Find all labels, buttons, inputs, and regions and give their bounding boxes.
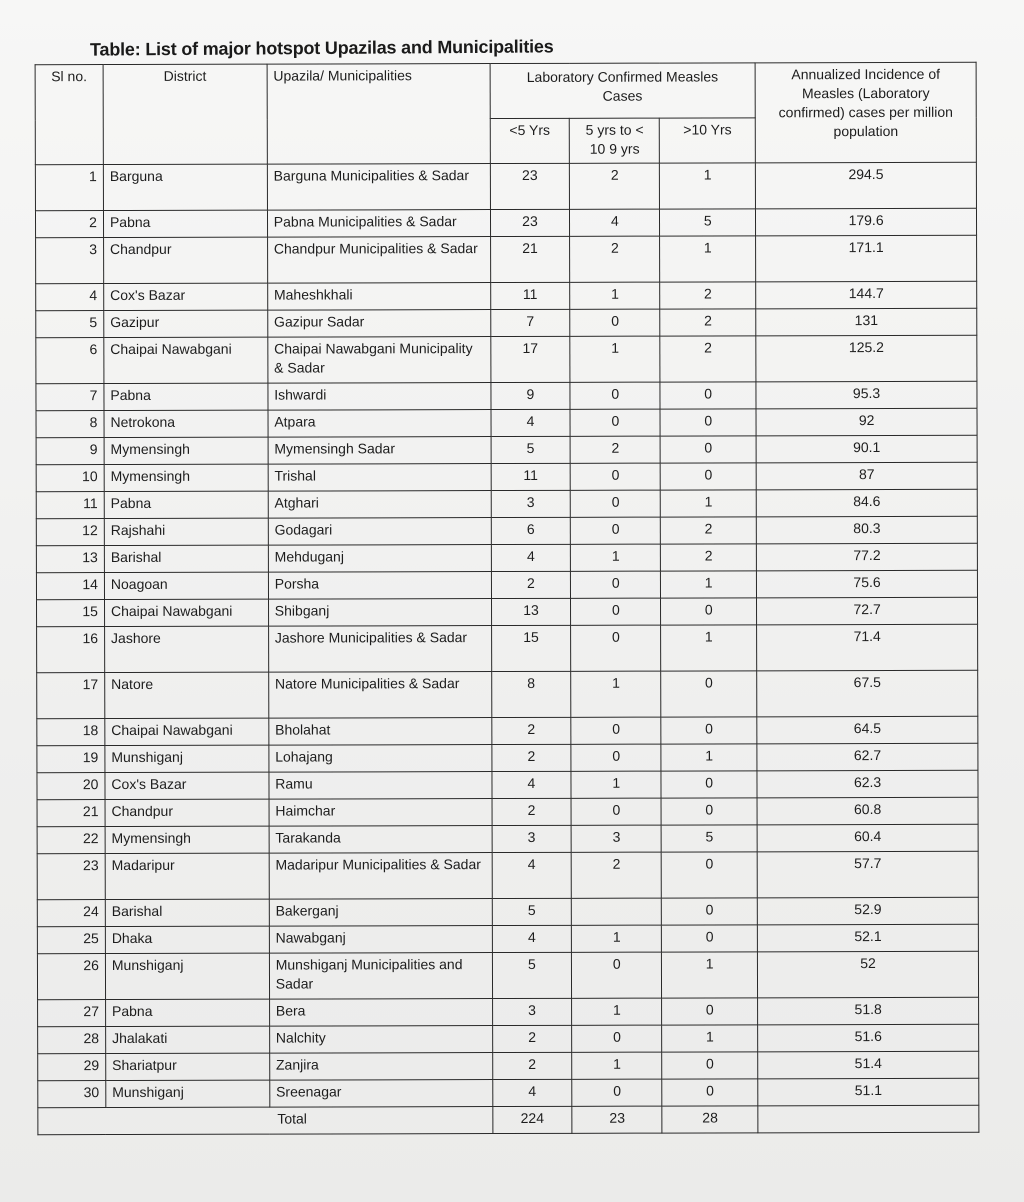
cell-district: Netrokona — [104, 410, 268, 437]
header-incidence: Annualized Incidence of Measles (Laboratory confirmed) cases per million population — [755, 62, 976, 163]
cell-upazila: Atghari — [268, 491, 491, 519]
cell-sl-no: 25 — [37, 927, 105, 954]
cell-sl-no: 1 — [35, 165, 103, 211]
cell-upazila: Ramu — [269, 772, 492, 800]
cell-5to10: 0 — [570, 382, 660, 409]
cell-5to10: 0 — [572, 1079, 662, 1106]
cell-sl-no: 16 — [37, 627, 105, 673]
cell-sl-no: 18 — [37, 719, 105, 746]
cell-gt10: 0 — [662, 898, 758, 925]
cell-upazila: Bholahat — [269, 718, 492, 746]
table-row — [36, 308, 977, 337]
cell-gt10: 1 — [660, 490, 756, 517]
table-row — [38, 1024, 979, 1053]
cell-gt10: 0 — [662, 1079, 758, 1106]
cell-lt5: 4 — [492, 852, 572, 898]
table-row — [37, 670, 978, 718]
cell-lt5: 4 — [491, 409, 571, 436]
cell-gt10: 1 — [660, 163, 756, 209]
cell-sl-no: 9 — [36, 438, 104, 465]
cell-lt5: 3 — [492, 998, 572, 1025]
cell-gt10: 1 — [661, 744, 757, 771]
cell-gt10: 0 — [660, 463, 756, 490]
header-lt5: <5 Yrs — [490, 118, 570, 163]
header-lab-confirmed-cases: Laboratory Confirmed Measles Cases — [490, 63, 756, 119]
cell-upazila: Jashore Municipalities & Sadar — [268, 626, 491, 673]
cell-5to10: 1 — [571, 544, 661, 571]
cell-district: Dhaka — [105, 926, 269, 953]
table-row — [38, 997, 979, 1026]
cell-sl-no: 22 — [37, 827, 105, 854]
cell-5to10: 0 — [571, 717, 661, 744]
cell-incidence: 90.1 — [756, 435, 977, 463]
hotspot-table — [35, 62, 980, 1135]
cell-lt5: 4 — [491, 771, 571, 798]
cell-incidence: 80.3 — [756, 516, 977, 544]
cell-lt5: 4 — [492, 1079, 572, 1106]
cell-5to10: 0 — [571, 744, 661, 771]
cell-sl-no: 30 — [38, 1081, 106, 1108]
cell-district: Pabna — [103, 210, 267, 237]
cell-incidence: 52 — [758, 951, 979, 998]
cell-incidence: 51.4 — [758, 1051, 979, 1079]
cell-incidence: 84.6 — [756, 489, 977, 517]
cell-5to10: 0 — [571, 490, 661, 517]
table-row — [37, 743, 978, 772]
cell-upazila: Sreenagar — [270, 1080, 493, 1108]
cell-5to10: 4 — [570, 209, 660, 236]
table-row — [36, 462, 977, 491]
cell-upazila: Godagari — [268, 518, 491, 546]
total-incidence — [758, 1105, 979, 1133]
cell-gt10: 1 — [661, 571, 757, 598]
cell-lt5: 17 — [490, 336, 570, 382]
cell-gt10: 0 — [661, 671, 757, 717]
cell-sl-no: 26 — [37, 954, 105, 1000]
cell-gt10: 0 — [660, 409, 756, 436]
cell-incidence: 77.2 — [757, 543, 978, 571]
cell-lt5: 8 — [491, 671, 571, 717]
cell-district: Pabna — [105, 999, 269, 1026]
cell-incidence: 62.3 — [757, 770, 978, 798]
cell-5to10: 0 — [570, 409, 660, 436]
cell-5to10: 2 — [572, 852, 662, 898]
cell-district: Cox's Bazar — [105, 772, 269, 799]
cell-5to10: 0 — [571, 517, 661, 544]
cell-incidence: 51.6 — [758, 1024, 979, 1052]
cell-upazila: Nalchity — [269, 1026, 492, 1054]
header-5to10: 5 yrs to < 10 9 yrs — [570, 118, 660, 163]
header-gt10: >10 Yrs — [660, 118, 756, 163]
cell-sl-no: 24 — [37, 900, 105, 927]
header-upazila: Upazila/ Municipalities — [267, 64, 490, 165]
cell-district: Madaripur — [105, 853, 269, 899]
cell-incidence: 57.7 — [757, 851, 978, 898]
table-row — [37, 897, 978, 926]
cell-gt10: 0 — [661, 771, 757, 798]
cell-sl-no: 29 — [38, 1054, 106, 1081]
cell-gt10: 1 — [661, 625, 757, 671]
table-title: Table: List of major hotspot Upazilas and Municipalities — [89, 36, 554, 60]
cell-lt5: 11 — [490, 282, 570, 309]
table-row — [36, 489, 977, 518]
cell-lt5: 4 — [492, 925, 572, 952]
cell-sl-no: 12 — [36, 519, 104, 546]
cell-5to10: 1 — [572, 925, 662, 952]
cell-5to10: 0 — [571, 798, 661, 825]
cell-incidence: 52.1 — [758, 924, 979, 952]
cell-5to10: 0 — [571, 598, 661, 625]
cell-incidence: 171.1 — [756, 235, 977, 282]
cell-lt5: 2 — [491, 717, 571, 744]
cell-district: Chaipai Nawabgani — [105, 718, 269, 745]
cell-gt10: 5 — [660, 209, 756, 236]
cell-5to10: 0 — [572, 952, 662, 998]
cell-sl-no: 21 — [37, 800, 105, 827]
cell-district: Mymensingh — [104, 437, 268, 464]
cell-lt5: 2 — [492, 1052, 572, 1079]
cell-sl-no: 28 — [38, 1027, 106, 1054]
cell-incidence: 64.5 — [757, 716, 978, 744]
cell-district: Jhalakati — [106, 1026, 270, 1053]
header-sl-no: Sl no. — [35, 65, 103, 165]
table-row — [36, 570, 977, 599]
header-district: District — [103, 64, 267, 164]
cell-upazila: Trishal — [268, 464, 491, 492]
table-row — [37, 824, 978, 853]
cell-5to10: 0 — [571, 571, 661, 598]
cell-lt5: 23 — [490, 163, 570, 209]
cell-upazila: Ishwardi — [268, 383, 491, 411]
cell-lt5: 2 — [491, 571, 571, 598]
cell-lt5: 4 — [491, 544, 571, 571]
cell-5to10: 2 — [570, 236, 660, 282]
cell-upazila: Haimchar — [269, 799, 492, 827]
cell-district: Cox's Bazar — [104, 283, 268, 310]
cell-incidence: 67.5 — [757, 670, 978, 717]
cell-sl-no: 15 — [37, 600, 105, 627]
cell-gt10: 0 — [661, 852, 757, 898]
table-row — [38, 1051, 979, 1080]
table-row — [37, 624, 978, 672]
cell-gt10: 2 — [661, 544, 757, 571]
cell-lt5: 13 — [491, 598, 571, 625]
cell-district: Mymensingh — [104, 464, 268, 491]
cell-sl-no: 8 — [36, 411, 104, 438]
cell-lt5: 11 — [491, 463, 571, 490]
cell-5to10: 0 — [572, 1025, 662, 1052]
cell-gt10: 2 — [660, 336, 756, 382]
cell-district: Chaipai Nawabgani — [104, 337, 268, 383]
cell-upazila: Chaipai Nawabgani Municipality & Sadar — [268, 337, 491, 384]
cell-gt10: 1 — [660, 236, 756, 282]
cell-district: Barishal — [104, 545, 268, 572]
cell-5to10: 2 — [570, 163, 660, 209]
cell-incidence: 60.4 — [757, 824, 978, 852]
table-row — [36, 435, 977, 464]
cell-5to10: 2 — [570, 436, 660, 463]
cell-upazila: Mymensingh Sadar — [268, 437, 491, 465]
table-row — [37, 924, 978, 953]
cell-upazila: Porsha — [268, 572, 491, 600]
cell-gt10: 0 — [660, 436, 756, 463]
cell-incidence: 51.8 — [758, 997, 979, 1025]
cell-incidence: 95.3 — [756, 381, 977, 409]
table-row — [36, 281, 977, 310]
cell-district: Chaipai Nawabgani — [104, 599, 268, 626]
cell-lt5: 2 — [492, 798, 572, 825]
cell-incidence: 125.2 — [756, 335, 977, 382]
total-5to10: 23 — [572, 1106, 662, 1133]
table-row — [36, 235, 977, 283]
cell-district: Chandpur — [103, 237, 267, 283]
cell-district: Noagoan — [104, 572, 268, 599]
cell-incidence: 75.6 — [757, 570, 978, 598]
cell-5to10: 0 — [570, 309, 660, 336]
cell-gt10: 2 — [660, 282, 756, 309]
cell-sl-no: 3 — [36, 238, 104, 284]
cell-lt5: 3 — [492, 825, 572, 852]
cell-district: Pabna — [104, 383, 268, 410]
table-row — [37, 716, 978, 745]
cell-district: Gazipur — [104, 310, 268, 337]
cell-sl-no: 5 — [36, 311, 104, 338]
cell-lt5: 2 — [491, 744, 571, 771]
cell-district: Munshiganj — [105, 745, 269, 772]
table-row — [36, 543, 977, 572]
cell-5to10: 1 — [572, 1052, 662, 1079]
cell-district: Pabna — [104, 491, 268, 518]
table-row — [37, 797, 978, 826]
cell-sl-no: 7 — [36, 384, 104, 411]
cell-lt5: 23 — [490, 209, 570, 236]
table-row — [38, 1078, 979, 1107]
cell-upazila: Lohajang — [269, 745, 492, 773]
cell-upazila: Bera — [269, 999, 492, 1027]
cell-lt5: 2 — [492, 1025, 572, 1052]
cell-lt5: 5 — [491, 436, 571, 463]
cell-sl-no: 14 — [36, 573, 104, 600]
cell-district: Barguna — [103, 164, 267, 210]
cell-lt5: 3 — [491, 490, 571, 517]
cell-gt10: 0 — [661, 717, 757, 744]
cell-5to10: 1 — [572, 998, 662, 1025]
cell-sl-no: 6 — [36, 338, 104, 384]
cell-incidence: 72.7 — [757, 597, 978, 625]
cell-upazila: Maheshkhali — [267, 283, 490, 311]
table-row — [36, 335, 977, 383]
cell-gt10: 0 — [662, 1052, 758, 1079]
cell-gt10: 2 — [660, 309, 756, 336]
cell-incidence: 294.5 — [756, 162, 977, 209]
cell-lt5: 21 — [490, 236, 570, 282]
cell-incidence: 51.1 — [758, 1078, 979, 1106]
cell-upazila: Tarakanda — [269, 826, 492, 854]
table-row — [37, 770, 978, 799]
cell-incidence: 71.4 — [757, 624, 978, 671]
table-row — [35, 208, 976, 237]
cell-sl-no: 17 — [37, 673, 105, 719]
cell-sl-no: 19 — [37, 746, 105, 773]
table-row — [36, 408, 977, 437]
cell-5to10: 0 — [571, 463, 661, 490]
cell-5to10: 1 — [570, 282, 660, 309]
cell-5to10: 0 — [571, 625, 661, 671]
table-row — [37, 851, 978, 899]
table-row — [37, 951, 978, 999]
cell-district: Jashore — [104, 626, 268, 672]
cell-gt10: 0 — [662, 998, 758, 1025]
cell-upazila: Pabna Municipalities & Sadar — [267, 210, 490, 238]
cell-upazila: Mehduganj — [268, 545, 491, 573]
cell-gt10: 1 — [662, 952, 758, 998]
cell-gt10: 0 — [660, 382, 756, 409]
cell-lt5: 5 — [492, 952, 572, 998]
cell-district: Shariatpur — [106, 1053, 270, 1080]
cell-sl-no: 4 — [36, 284, 104, 311]
cell-lt5: 15 — [491, 625, 571, 671]
total-label: Total — [38, 1107, 493, 1135]
cell-incidence: 62.7 — [757, 743, 978, 771]
cell-upazila: Barguna Municipalities & Sadar — [267, 164, 490, 211]
cell-gt10: 2 — [661, 517, 757, 544]
cell-district: Barishal — [105, 899, 269, 926]
cell-upazila: Bakerganj — [269, 899, 492, 927]
cell-lt5: 5 — [492, 898, 572, 925]
cell-upazila: Madaripur Municipalities & Sadar — [269, 853, 492, 900]
cell-sl-no: 10 — [36, 465, 104, 492]
cell-upazila: Munshiganj Municipalities and Sadar — [269, 953, 492, 1000]
cell-district: Chandpur — [105, 799, 269, 826]
cell-incidence: 92 — [756, 408, 977, 436]
cell-gt10: 1 — [662, 1025, 758, 1052]
table-row — [36, 516, 977, 545]
cell-5to10: 1 — [571, 671, 661, 717]
cell-upazila: Chandpur Municipalities & Sadar — [267, 237, 490, 284]
cell-lt5: 7 — [490, 309, 570, 336]
table-row — [35, 162, 976, 210]
cell-sl-no: 11 — [36, 492, 104, 519]
cell-5to10: 1 — [570, 336, 660, 382]
cell-incidence: 144.7 — [756, 281, 977, 309]
total-gt10: 28 — [662, 1106, 758, 1133]
cell-upazila: Atpara — [268, 410, 491, 438]
cell-lt5: 9 — [490, 382, 570, 409]
cell-district: Munshiganj — [106, 1080, 270, 1107]
total-lt5: 224 — [492, 1106, 572, 1133]
cell-upazila: Natore Municipalities & Sadar — [268, 672, 491, 719]
cell-upazila: Shibganj — [268, 599, 491, 627]
cell-upazila: Gazipur Sadar — [268, 310, 491, 338]
table-row — [37, 597, 978, 626]
cell-incidence: 60.8 — [757, 797, 978, 825]
cell-incidence: 52.9 — [757, 897, 978, 925]
cell-incidence: 131 — [756, 308, 977, 336]
cell-5to10: 3 — [572, 825, 662, 852]
cell-sl-no: 2 — [35, 211, 103, 238]
cell-sl-no: 27 — [38, 1000, 106, 1027]
cell-district: Rajshahi — [104, 518, 268, 545]
cell-lt5: 6 — [491, 517, 571, 544]
cell-incidence: 87 — [756, 462, 977, 490]
cell-gt10: 0 — [661, 598, 757, 625]
cell-gt10: 5 — [661, 825, 757, 852]
cell-gt10: 0 — [662, 925, 758, 952]
cell-5to10 — [572, 898, 662, 925]
cell-sl-no: 23 — [37, 854, 105, 900]
cell-upazila: Zanjira — [269, 1053, 492, 1081]
cell-district: Natore — [105, 672, 269, 718]
cell-gt10: 0 — [661, 798, 757, 825]
cell-sl-no: 13 — [36, 546, 104, 573]
cell-upazila: Nawabganj — [269, 926, 492, 954]
total-row — [38, 1105, 979, 1134]
cell-district: Mymensingh — [105, 826, 269, 853]
cell-5to10: 1 — [571, 771, 661, 798]
table-row — [36, 381, 977, 410]
cell-sl-no: 20 — [37, 773, 105, 800]
cell-incidence: 179.6 — [756, 208, 977, 236]
cell-district: Munshiganj — [105, 953, 269, 999]
